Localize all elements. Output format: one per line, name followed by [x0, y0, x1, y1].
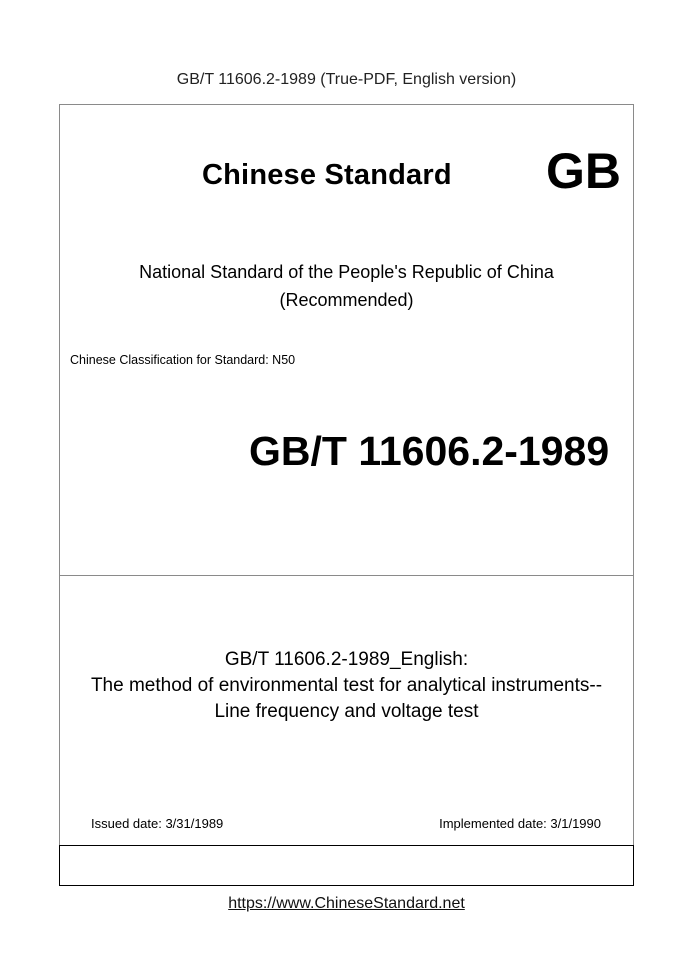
implemented-date: Implemented date: 3/1/1990	[439, 816, 601, 831]
standard-cover-frame	[59, 104, 634, 886]
issuing-authority	[60, 258, 633, 314]
bottom-band	[59, 845, 634, 886]
gb-mark: GB	[546, 143, 621, 199]
standard-number: GB/T 11606.2-1989	[249, 428, 610, 474]
document-title-line: The method of environmental test for analytical instruments--	[90, 675, 603, 696]
document-title-line: Line frequency and voltage test	[214, 701, 479, 722]
classification-code: Chinese Classification for Standard: N50	[70, 353, 296, 367]
chinese-standard-title: Chinese Standard	[202, 159, 452, 191]
document-title	[60, 647, 633, 725]
issued-date: Issued date: 3/31/1989	[91, 816, 224, 831]
cover-top-section	[60, 105, 633, 576]
recommendation-status: (Recommended)	[279, 290, 414, 310]
document-header: GB/T 11606.2-1989 (True-PDF, English version)	[176, 71, 517, 88]
document-title-line: GB/T 11606.2-1989_English:	[224, 649, 469, 670]
website-link[interactable]: https://www.ChineseStandard.net	[228, 895, 465, 912]
authority-line: National Standard of the People's Republic of China	[139, 262, 554, 282]
